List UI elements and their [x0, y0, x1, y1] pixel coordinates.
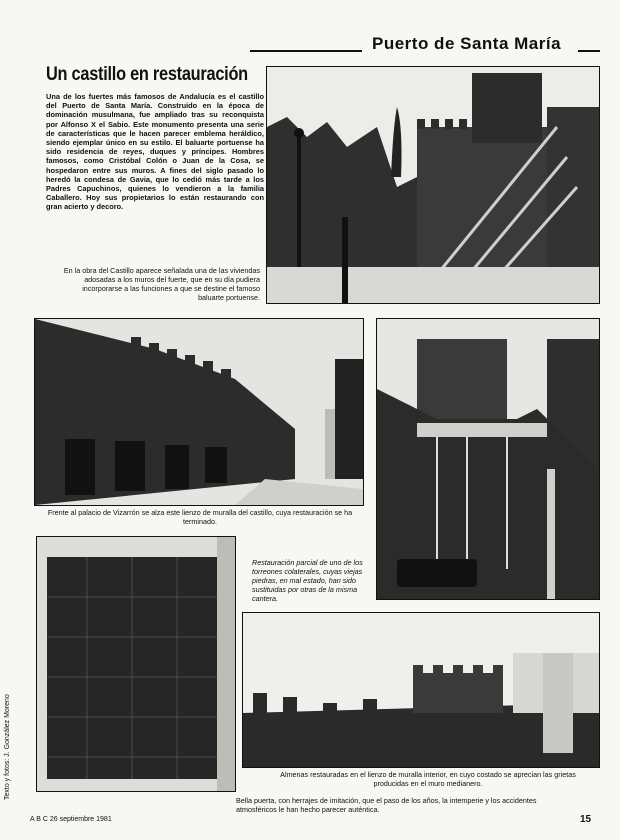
caption-tower-restoration: Restauración parcial de uno de los torreones colaterales, cuyas viejas piedras, en mal estado, han sido sustituidas por otras de la misma cantera.: [252, 558, 363, 603]
page-number: 15: [580, 814, 592, 825]
ornate-door-photo: [36, 536, 236, 792]
caption-castle-tower: En la obra del Castillo aparece señalada una de las viviendas adosadas a los muros del fuerte, que en su día pudiera incorporarse a las funciones a que se destine el famoso baluarte portuense.: [63, 266, 260, 302]
castle-tower-photo: [266, 66, 600, 304]
header-rule-right: [578, 50, 600, 52]
section-title: Puerto de Santa María: [372, 34, 562, 53]
crenellated-wall-photo: [242, 612, 600, 768]
street-wall-photo: [34, 318, 364, 506]
photo-credit: Texto y fotos: J. González Moreno: [4, 694, 11, 800]
article-headline: Un castillo en restauración: [46, 64, 248, 85]
tower-restoration-photo: [376, 318, 600, 600]
caption-crenellated-wall: Almenas restauradas en el lienzo de muralla interior, en cuyo costado se aprecian las grietas producidas en el muro medianero.: [280, 770, 576, 788]
caption-ornate-door: Bella puerta, con herrajes de imitación, que el paso de los años, la intemperie y los accidentes atmosféricos le han hecho parecer auténtica.: [236, 796, 537, 814]
header-rule-left: [250, 50, 362, 52]
footer-publication: A B C 26 septiembre 1981: [30, 816, 112, 823]
caption-street-wall: Frente al palacio de Vizarrón se alza este lienzo de muralla del castillo, cuya restauración se ha terminado.: [47, 508, 353, 526]
article-lead: Una de los fuertes más famosos de Andalucía es el castillo del Puerto de Santa María. Construido en la época de dominación musulmana, fue ampliado tras su reconquista por Alfonso X el Sabio. Este monumento presenta una serie de características que le hacen parecer emblema heráldico, siendo ejemplar único en su estilo. El baluarte portuense ha sido residencia de reyes, duques y príncipes. Hombres famosos, como Cristóbal Colón o Juan de la Cosa, se hospedaron entre sus muros. A fines del siglo pasado lo heredó la condesa de Gavia, que lo cedió más tarde a los Padres Capuchinos, quienes lo vendieron a la familia Caballero. Hoy sus propietarios lo están restaurando con gran acierto y decoro.: [46, 92, 264, 212]
